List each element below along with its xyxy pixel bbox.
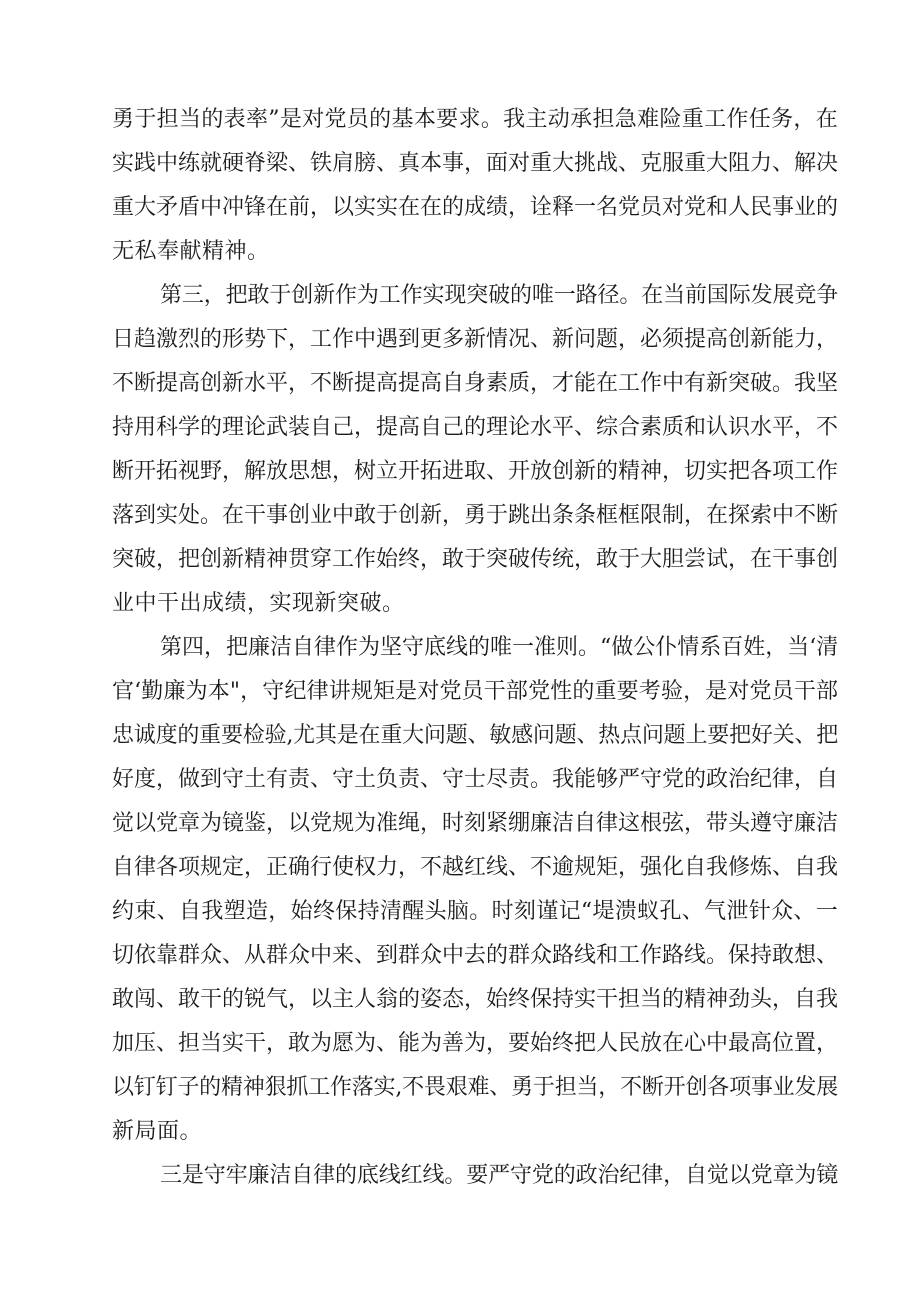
text-line: 断开拓视野，解放思想，树立开拓进取、开放创新的精神，切实把各项工作 (112, 459, 839, 484)
text-line: 业中干出成绩，实现新突破。 (112, 591, 405, 616)
text-line: 以钉钉子的精神狠抓工作落实,不畏艰难、勇于担当，不断开创各项事业发展 (112, 1075, 838, 1100)
text-line: 敢闯、敢干的锐气，以主人翁的姿态，始终保持实干担当的精神劲头，自我 (112, 987, 839, 1012)
text-line: 自律各项规定，正确行使权力，不越红线、不逾规矩，强化自我修炼、自我 (112, 855, 839, 880)
text-line: 觉以党章为镜鉴，以党规为准绳，时刻紧绷廉洁自律这根弦，带头遵守廉洁 (112, 811, 839, 836)
text-line: 勇于担当的表率”是对党员的基本要求。我主动承担急难险重工作任务，在 (112, 107, 838, 132)
text-line: 重大矛盾中冲锋在前，以实实在在的成绩，诠释一名党员对党和人民事业的 (112, 195, 839, 220)
text-line: 突破，把创新精神贯穿工作始终，敢于突破传统，敢于大胆尝试，在干事创 (112, 547, 839, 572)
text-line: 无私奉献精神。 (112, 239, 270, 264)
paragraph-first-line: 第四，把廉洁自律作为坚守底线的唯一准则。“做公仆情系百姓，当‘清 (160, 635, 839, 660)
text-line: 持用科学的理论武装自己，提高自己的理论水平、综合素质和认识水平，不 (112, 415, 839, 440)
text-line: 新局面。 (112, 1119, 203, 1144)
document-body-text (112, 98, 838, 1198)
paragraph-first-line: 第三，把敢于创新作为工作实现突破的唯一路径。在当前国际发展竞争 (160, 283, 838, 308)
text-line: 好度，做到守土有责、守土负责、守士尽责。我能够严守党的政治纪律，自 (112, 767, 839, 792)
paragraph-first-line: 三是守牢廉洁自律的底线红线。要严守党的政治纪律，自觉以党章为镜 (160, 1163, 838, 1188)
text-line: 忠诚度的重要检验,尤其是在重大问题、敏感问题、热点问题上要把好关、把 (112, 723, 838, 748)
text-line: 实践中练就硬脊梁、铁肩膀、真本事，面对重大挑战、克服重大阻力、解决 (112, 151, 839, 176)
text-line: 落到实处。在干事创业中敢于创新，勇于跳出条条框框限制，在探索中不断 (112, 503, 839, 528)
text-line: 官‘勤廉为本"，守纪律讲规矩是对党员干部党性的重要考验，是对党员干部 (112, 679, 838, 704)
text-line: 加压、担当实干，敢为愿为、能为善为，要始终把人民放在心中最高位置， (112, 1031, 839, 1056)
text-line: 约束、自我塑造，始终保持清醒头脑。时刻谨记“堤溃蚁孔、气泄针众、一 (112, 899, 838, 924)
text-line: 日趋激烈的形势下，工作中遇到更多新情况、新问题，必须提高创新能力， (112, 327, 839, 352)
text-line: 不断提高创新水平，不断提高提高自身素质，才能在工作中有新突破。我坚 (112, 371, 839, 396)
text-line: 切依靠群众、从群众中来、到群众中去的群众路线和工作路线。保持敢想、 (112, 943, 839, 968)
